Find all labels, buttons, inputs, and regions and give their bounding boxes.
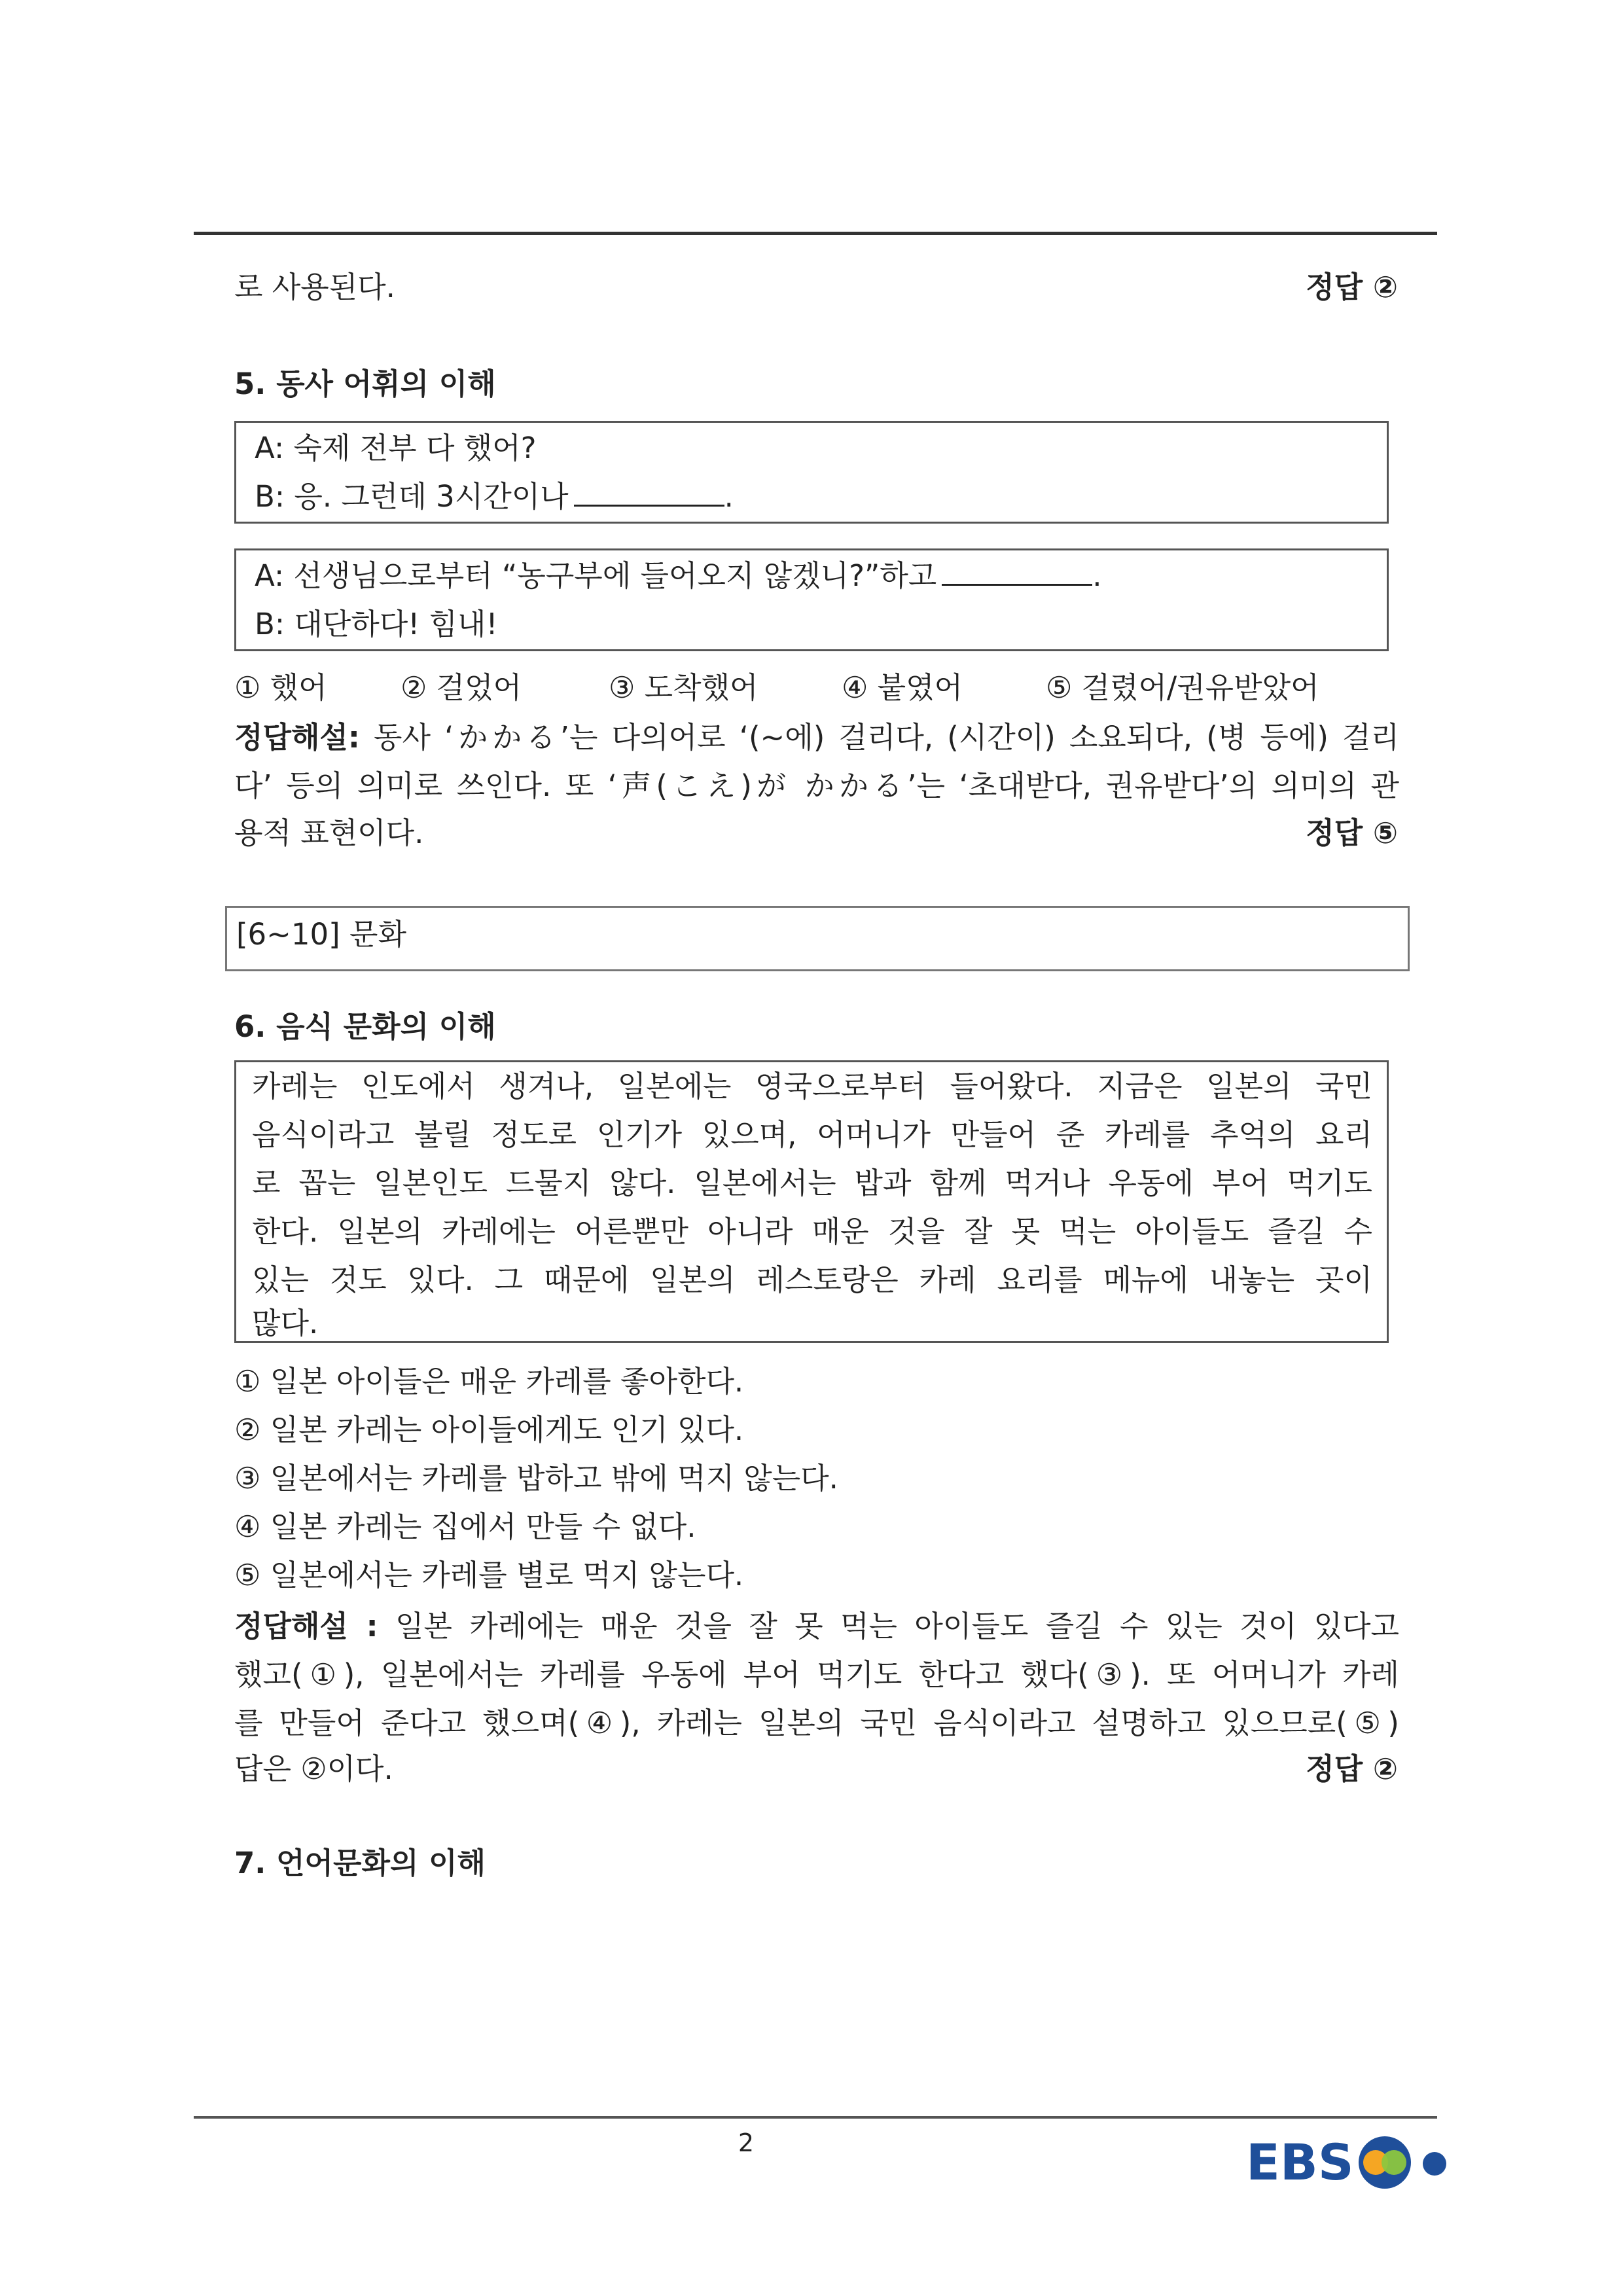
q6-explanation-line2: 했고(①), 일본에서는 카레를 우동에 부어 먹기도 한다고 했다(③). 또 어머니가 카레 — [234, 1657, 1399, 1692]
answer-blank — [942, 560, 1092, 586]
q5-box2-line1-text: A: 선생님으로부터 “농구부에 들어오지 않겠니?”하고 — [255, 558, 937, 593]
q6-explanation-line4: 답은 ②이다. — [234, 1751, 393, 1786]
prev-tail-text: 로 사용된다. — [234, 270, 395, 304]
q5-box1-line1: A: 숙제 전부 다 했어? — [255, 431, 537, 465]
q6-passage-line1: 카레는 인도에서 생겨나, 일본에는 영국으로부터 들어왔다. 지금은 일본의 국민 — [252, 1069, 1372, 1103]
q5-dialog-box-2 — [234, 548, 1389, 651]
q6-passage-line6: 많다. — [252, 1306, 319, 1340]
q6-passage-box — [234, 1060, 1389, 1343]
q6-explanation-line1 — [234, 1602, 1399, 1651]
prev-answer: 정답 ② — [1306, 270, 1398, 304]
q6-choice-1: ① 일본 아이들은 매운 카레를 좋아한다. — [234, 1364, 744, 1399]
q5-explanation-line3: 용적 표현이다. — [234, 816, 424, 850]
q6-choice-4: ④ 일본 카레는 집에서 만들 수 없다. — [234, 1509, 696, 1544]
q5-explanation-line2: 다’ 등의 의미로 쓰인다. 또 ‘声(こえ)が かかる’는 ‘초대받다, 권유받다’의 의미의 관 — [234, 768, 1399, 803]
q6-passage-line4: 한다. 일본의 카레에는 어른뿐만 아니라 매운 것을 잘 못 먹는 아이들도 즐길 수 — [252, 1214, 1372, 1249]
answer-blank — [574, 481, 724, 507]
q5-choice-5: ⑤ 걸렸어/권유받았어 — [1046, 670, 1319, 705]
q5-explanation-line1 — [234, 713, 1399, 762]
q5-heading: 5. 동사 어휘의 이해 — [234, 367, 496, 401]
q6-explanation-label: 정답해설 : — [234, 1609, 378, 1643]
page-number: 2 — [738, 2128, 755, 2157]
q5-box2-line1-end: . — [1092, 558, 1102, 593]
q6-explanation-text1: 일본 카레에는 매운 것을 잘 못 먹는 아이들도 즐길 수 있는 것이 있다고 — [378, 1609, 1399, 1643]
q6-choice-5: ⑤ 일본에서는 카레를 별로 먹지 않는다. — [234, 1558, 744, 1592]
q6-passage-line2: 음식이라고 불릴 정도로 인기가 있으며, 어머니가 만들어 준 카레를 추억의 요리 — [252, 1117, 1372, 1152]
q5-choice-3: ③ 도착했어 — [609, 670, 758, 705]
q6-choice-2: ② 일본 카레는 아이들에게도 인기 있다. — [234, 1412, 744, 1447]
q5-box1-line2-text: B: 응. 그런데 3시간이나 — [255, 479, 569, 514]
q6-answer: 정답 ② — [1306, 1751, 1398, 1786]
q6-choice-3: ③ 일본에서는 카레를 밥하고 밖에 먹지 않는다. — [234, 1461, 838, 1496]
q7-heading: 7. 언어문화의 이해 — [234, 1846, 486, 1880]
section-box — [225, 906, 1410, 971]
q6-passage-line3: 로 꼽는 일본인도 드물지 않다. 일본에서는 밥과 함께 먹거나 우동에 부어 먹기도 — [252, 1166, 1372, 1200]
q5-box2-line1 — [255, 557, 1102, 595]
q6-heading: 6. 음식 문화의 이해 — [234, 1009, 496, 1044]
q5-box1-line2 — [255, 478, 734, 516]
q5-explanation-text1: 동사 ‘かかる’는 다의어로 ‘(~에) 걸리다, (시간이) 소요되다, (병 등에) 걸리 — [359, 720, 1399, 755]
q6-explanation-line3: 를 만들어 준다고 했으며(④), 카레는 일본의 국민 음식이라고 설명하고 있으므로(⑤) — [234, 1706, 1399, 1740]
section-title: [6~10] 문화 — [236, 917, 406, 952]
ebs-logo — [1246, 2128, 1455, 2194]
header-rule — [194, 232, 1437, 235]
ebs-logo-text: EBS — [1246, 2133, 1354, 2191]
q6-passage-line5: 있는 것도 있다. 그 때문에 일본의 레스토랑은 카레 요리를 메뉴에 내놓는 곳이 — [252, 1263, 1372, 1297]
q5-choice-1: ① 했어 — [234, 670, 327, 705]
q5-explanation-label: 정답해설: — [234, 720, 360, 755]
footer-rule — [194, 2116, 1437, 2119]
q5-answer: 정답 ⑤ — [1306, 816, 1398, 850]
q5-box2-line2: B: 대단하다! 힘내! — [255, 607, 498, 641]
q5-choice-4: ④ 붙였어 — [842, 670, 963, 705]
q5-box1-line2-end: . — [724, 479, 734, 514]
logo-green-dot-icon — [1382, 2150, 1406, 2175]
q5-choice-2: ② 걸었어 — [401, 670, 522, 705]
q5-dialog-box-1 — [234, 421, 1389, 524]
logo-small-dot-icon — [1423, 2152, 1446, 2176]
